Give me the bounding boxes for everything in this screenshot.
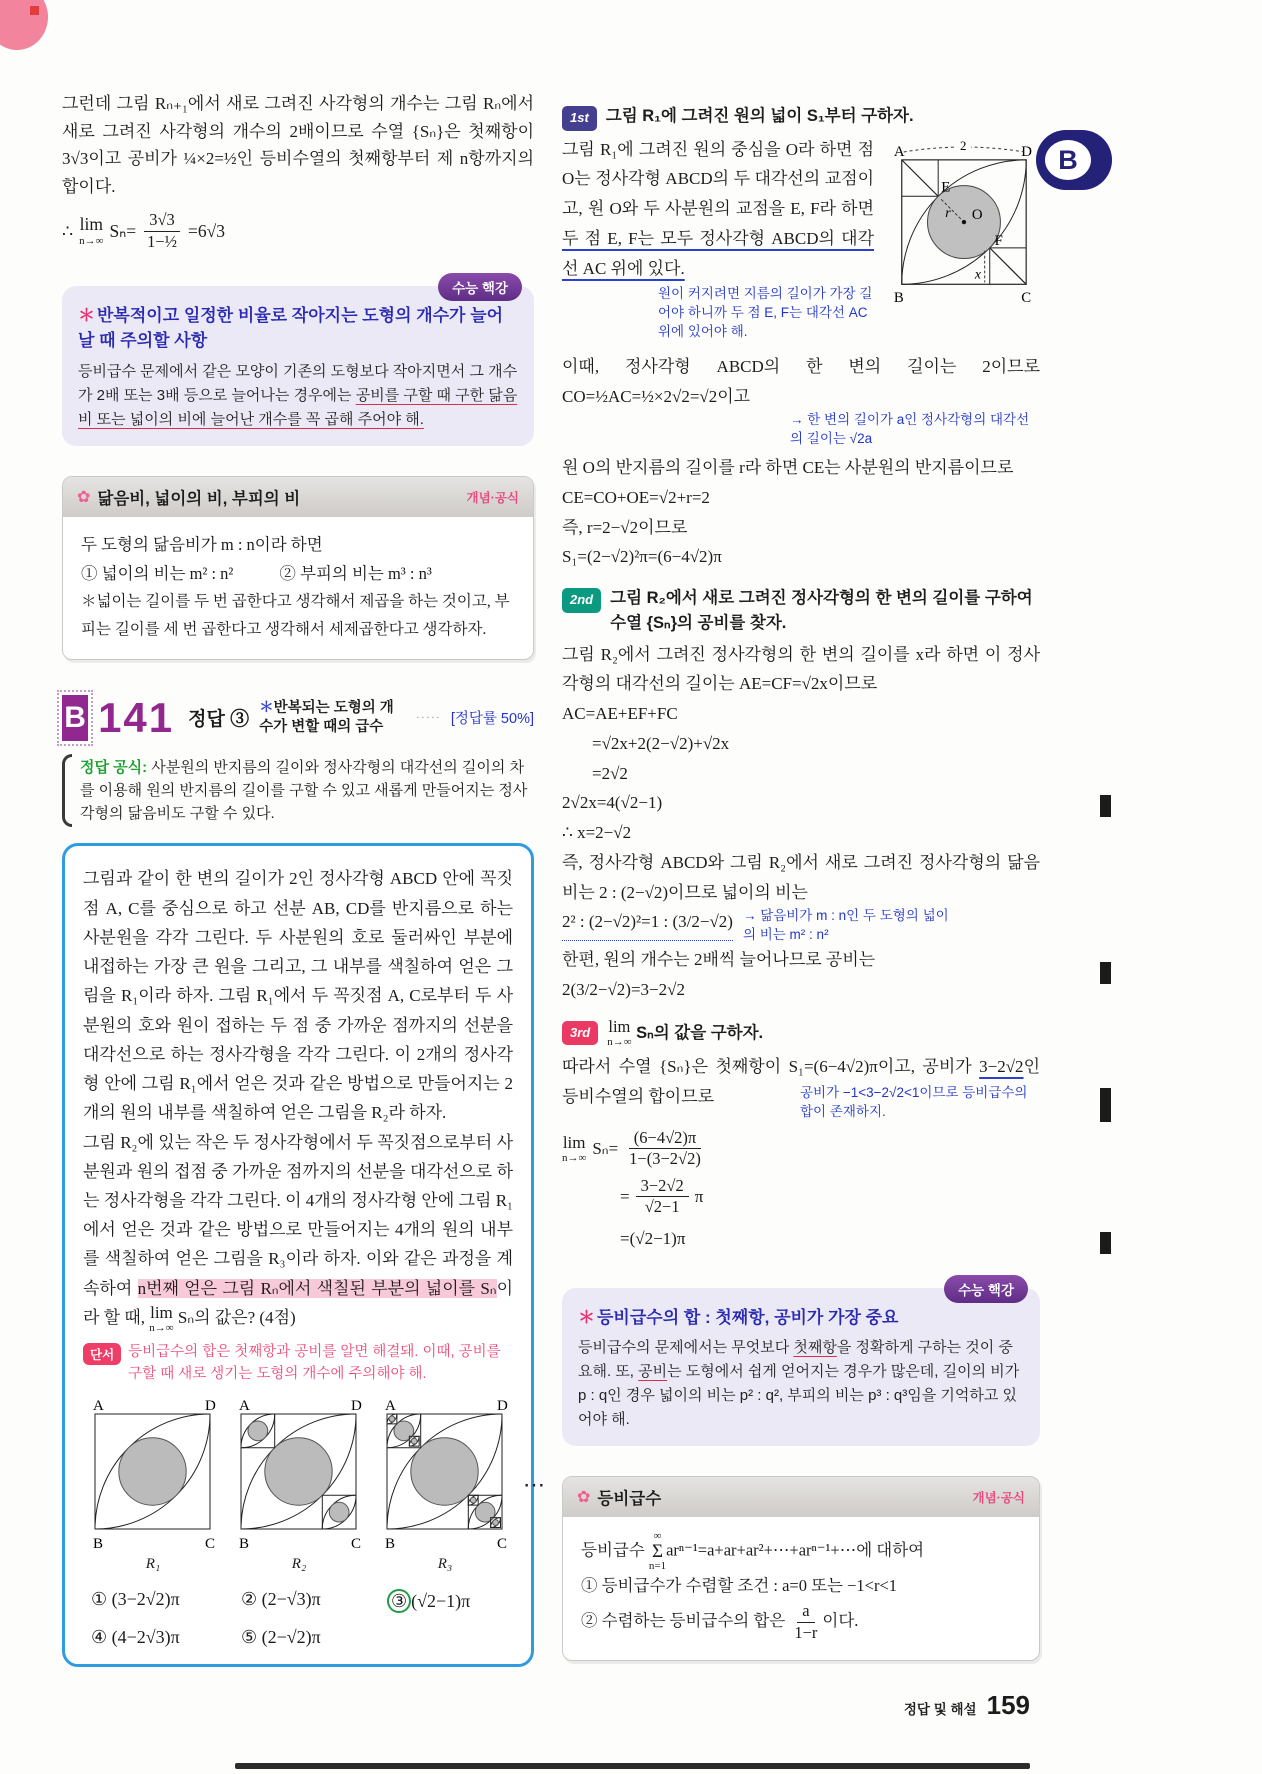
section-tab (1036, 130, 1112, 190)
svg-text:B: B (239, 1535, 250, 1550)
figure-caption: R₁ (145, 1555, 161, 1572)
formula-note-body: 사분원의 반지름의 길이와 정사각형의 대각선의 길이의 차를 이용해 원의 반지름의 길이를 구할 수 있고 새롭게 만들어지는 정사각형의 닮음비도 구할 수 있다. (80, 758, 528, 823)
carryover-paragraph: 그런데 그림 Rₙ₊₁에서 새로 그려진 사각형의 개수는 그림 Rₙ에서 새로 그려진 사각형의 개수의 2배이므로 수열 {Sₙ}은 첫째항이 3√3이고 공비가 ¼×2=½인 등비수열의 첫째항부터 제 n항까지의 합이다. (62, 94, 534, 196)
exam-key-box-2 (562, 1282, 1040, 1447)
figure-caption: R₃ (437, 1555, 453, 1572)
equation-result: =(√2−1)π (620, 1229, 686, 1249)
step-3-heading: lim n→∞ Sₙ의 값을 구하자. (607, 1016, 764, 1049)
svg-text:C: C (497, 1535, 508, 1550)
step-2-heading: 그림 R₂에서 새로 그려진 정사각형의 한 변의 길이를 구하여 수열 {Sₙ}의 공비를 찾자. (610, 589, 1033, 632)
solution-figure (882, 137, 1040, 329)
svg-text:F: F (994, 232, 1003, 249)
page-number: 159 (986, 1690, 1030, 1720)
solution-figure-drawing (882, 137, 1040, 319)
svg-text:D: D (1021, 143, 1032, 160)
page-edge-mark (1100, 1088, 1111, 1122)
exam-key-box (62, 281, 534, 445)
svg-text:E: E (941, 178, 951, 195)
step-1-line: 원 O의 반지름의 길이를 r라 하면 CE는 사분원의 반지름이므로 (562, 458, 1014, 478)
difficulty-letter: B (62, 695, 88, 741)
concept-items: ① 넓이의 비는 m² : n² ② 부피의 비는 m³ : n³ (81, 563, 432, 583)
svg-text:2: 2 (960, 138, 967, 153)
choice-1: ① (3−2√2)π (91, 1588, 180, 1609)
formula-note-label: 정답 공식: (80, 758, 148, 776)
svg-text:O: O (971, 206, 983, 223)
equation: S₁=(2−√2)²π=(6−4√2)π (562, 547, 722, 567)
asterisk-icon: ＊ (78, 306, 95, 326)
figure-r3-drawing (375, 1398, 515, 1550)
concept-box-similarity (62, 476, 534, 660)
svg-text:C: C (351, 1535, 362, 1550)
step-2-line: 즉, 정사각형 ABCD와 그림 R₂에서 새로 그려진 정사각형의 닮음비는 2 : (2−√2)이므로 넓이의 비는 (562, 852, 1040, 902)
exam-key-title: ＊ 등비급수의 합 : 첫째항, 공비가 가장 중요 (578, 1307, 899, 1327)
solution-step-1 (562, 104, 1040, 572)
concept-body (563, 1517, 1039, 1659)
svg-text:x: x (974, 265, 981, 281)
step-1-heading: 그림 R₁에 그려진 원의 넓이 S₁부터 구하자. (605, 107, 914, 125)
limit-lhs: Sₙ= (109, 220, 137, 241)
margin-note-blue: 원이 커지려면 지름의 길이가 가장 길어야 하니까 두 점 E, F는 대각선 AC 위에 있어야 해. (658, 286, 873, 340)
continuation-ellipsis: ⋯ (523, 1472, 545, 1498)
next-page-edge (235, 1763, 1030, 1769)
left-column (62, 90, 545, 1667)
limit-result: =6√3 (188, 220, 225, 241)
limit-operator: lim n→∞ (149, 1303, 174, 1335)
step-2-line: 한편, 원의 개수는 2배씩 늘어나므로 공비는 (562, 950, 876, 970)
limit-operator: lim n→∞ (607, 1016, 632, 1049)
step-2-line: 그림 R₂에서 그려진 정사각형의 한 변의 길이를 x라 하면 이 정사각형의 대각선의 길이는 AE=CF=√2x이므로 (562, 644, 1040, 694)
topic-label: ＊반복되는 도형의 개수가 변할 때의 급수 (259, 699, 394, 735)
concept-tag: 개념·공식 (972, 1491, 1025, 1506)
concept-box-series (562, 1476, 1040, 1660)
brace-decoration (62, 754, 72, 828)
flower-icon: ✿ (77, 488, 91, 506)
highlighted-question: n번째 얻은 그림 Rₙ에서 색칠된 부분의 넓이를 Sₙ (137, 1278, 497, 1298)
concept-tag: 개념·공식 (466, 490, 519, 505)
fraction: $\frac{3√3}{\text{1−½}}$ (142, 210, 182, 252)
limit-operator: lim n→∞ (562, 1132, 587, 1164)
underlined-statement: 두 점 E, F는 모두 정사각형 ABCD의 대각선 AC 위에 있다. (562, 228, 874, 278)
hint-badge: 단서 (83, 1343, 121, 1365)
svg-text:B: B (385, 1535, 396, 1550)
svg-text:C: C (1021, 289, 1032, 306)
choice-2: ② (2−√3)π (241, 1588, 321, 1609)
step-1-badge: 1st (562, 106, 597, 131)
concept-note: ＊넓이는 길이를 두 번 곱한다고 생각해서 제곱을 하는 것이고, 부피는 길이를 세 번 곱한다고 생각해서 세제곱한다고 생각하자. (81, 593, 510, 638)
choice-3-correct: ③ (√2−1)π (387, 1589, 513, 1614)
figure-caption: R₂ (291, 1555, 307, 1572)
exam-key-body: 등비급수의 문제에서는 무엇보다 첫째항을 정확하게 구하는 것이 중요해. 또, 공비는 도형에서 쉽게 얻어지는 경우가 많은데, 길이의 비가 p : q인 경우 넓이의 비는 p² : q², 부피의 비는 p³ : q³임을 기억하고 있어야 해. (578, 1339, 1020, 1429)
step-3-line: 따라서 수열 {Sₙ}은 첫째항이 S₁=(6−4√2)π이고, 공비가 3−2√2인 등비수열의 합이므로 (562, 1057, 1040, 1106)
page-edge-mark (1100, 1232, 1111, 1254)
margin-note-blue: → 닮음비가 m : n인 두 도형의 넓이의 비는 m² : n² (742, 908, 949, 943)
problem-figures (83, 1397, 545, 1573)
exam-key-badge: 수능 핵강 (944, 1275, 1028, 1303)
limit-operator: lim n→∞ (79, 214, 104, 247)
series-definition: 등비급수 ∞ Σ n=1 arⁿ⁻¹=a+ar+ar²+⋯+arⁿ⁻¹+⋯에 대하여 (581, 1530, 925, 1573)
concept-box-header (563, 1477, 1039, 1517)
step-2-badge: 2nd (562, 588, 601, 613)
figure-r2-drawing (229, 1398, 369, 1550)
fraction: $\frac{3-2√2}{√2-1}$ (636, 1176, 689, 1218)
concept-box-header (63, 477, 533, 517)
hint-row (83, 1342, 513, 1386)
equation: 2(3/2−√2)=3−2√2 (562, 979, 685, 999)
step-1-text: 그림 R₁에 그려진 원의 중심을 O라 하면 점 O는 정사각형 ABCD의 두 대각선의 교점이고, 원 O와 두 사분원의 교점을 E, F라 하면 (562, 139, 874, 218)
equation: 2² : (2−√2)²=1 : (3/2−√2) (562, 907, 733, 941)
concept-title: 등비급수 (597, 1490, 662, 1509)
figure-r1-drawing (83, 1398, 223, 1550)
equation: AC=AE+EF+FC (562, 704, 678, 724)
footer-label: 정답 및 해설 (903, 1702, 977, 1717)
svg-text:C: C (205, 1535, 216, 1550)
asterisk-icon: ＊ (259, 699, 274, 716)
svg-text:B: B (93, 1535, 104, 1550)
limit-equation (62, 210, 534, 252)
svg-text:D: D (351, 1397, 362, 1414)
concept-body (63, 517, 533, 659)
page-edge-mark (1100, 795, 1111, 817)
answer-rate: [정답률 50%] (450, 711, 534, 728)
limit-equation: lim n→∞ Sₙ= $\frac{(6-4√2)\pi}{1-(3-2√2)}$ (562, 1128, 1040, 1170)
series-sum: ② 수렴하는 등비급수의 합은 $\frac{a}{1-r}$ 이다. (581, 1601, 859, 1642)
step-3-badge: 3rd (562, 1021, 598, 1046)
margin-note-blue: → 한 변의 길이가 a인 정사각형의 대각선의 길이는 √2a (790, 412, 1030, 447)
problem-header (62, 694, 534, 742)
svg-text:D: D (497, 1397, 508, 1414)
equation: ∴ x=2−√2 (562, 823, 632, 843)
svg-text:A: A (239, 1397, 250, 1414)
therefore-symbol: ∴ (62, 220, 74, 241)
answer-label: 정답 ③ (188, 709, 250, 731)
page-edge-mark (1100, 962, 1111, 984)
equation: CE=CO+OE=√2+r=2 (562, 487, 710, 507)
section-tab-letter: B (1045, 140, 1091, 180)
figure-r2 (229, 1398, 369, 1573)
step-1-line: 즉, r=2−√2이므로 (562, 517, 688, 537)
problem-number: 141 (98, 693, 175, 741)
fraction: $\frac{a}{1-r}$ (794, 1601, 818, 1642)
svg-text:A: A (93, 1397, 104, 1414)
step-1-line: 이때, 정사각형 ABCD의 한 변의 길이는 2이므로 CO=½AC=½×2√2=√2이고 (562, 356, 1040, 406)
choice-4: ④ (4−2√3)π (91, 1627, 180, 1648)
dotted-leader: ····· (415, 710, 441, 725)
page-corner-decoration (0, 0, 48, 50)
hint-text: 등비급수의 합은 첫째항과 공비를 알면 해결돼. 이때, 공비를 구할 때 새로 생기는 도형의 개수에 주의해야 해. (128, 1344, 501, 1382)
asterisk-icon: ＊ (578, 1307, 595, 1327)
solution-step-3 (562, 1016, 1040, 1254)
sigma-operator: ∞ Σ n=1 (648, 1530, 667, 1573)
correct-answer-circle: ③ (387, 1589, 411, 1614)
svg-text:A: A (385, 1397, 396, 1414)
answer-formula-note (62, 754, 534, 828)
flower-icon: ✿ (577, 1489, 591, 1507)
svg-text:A: A (893, 143, 905, 160)
svg-text:B: B (893, 289, 904, 306)
equation: =√2x+2(2−√2)+√2x (592, 733, 730, 753)
page-corner-dot (30, 6, 39, 15)
problem-paragraph-1: 그림과 같이 한 변의 길이가 2인 정사각형 ABCD 안에 꼭짓점 A, C를 중심으로 하고 선분 AB, CD를 반지름으로 하는 사분원을 각각 그린다. 두 사분원의 호로 둘러싸인 부분에 내접하는 가장 큰 원을 그리고, 그 내부를 색칠하여 얻은 그림을 R₁이라 하자. 그림 R₁에서 두 꼭짓점 A, C로부터 두 사분원의 호와 원이 접하는 두 점 중 가까운 점까지의 선분을 대각선으로 하는 정사각형을 각각 그린다. 이 2개의 정사각형 안에 그림 R₁에서 얻은 것과 같은 방법으로 만들어지는 2개의 원의 내부를 색칠하여 얻은 그림을 R₂라 하자. (83, 869, 513, 1123)
equation: =2√2 (592, 763, 628, 783)
margin-note-blue: 공비가 −1<3−2√2<1이므로 등비급수의 합이 존재하지. (800, 1084, 1028, 1119)
svg-text:r: r (945, 204, 951, 220)
equation-step: = $\frac{3-2√2}{√2-1}$ π (620, 1175, 704, 1217)
right-column (562, 90, 1040, 1661)
figure-r3 (375, 1398, 515, 1573)
figure-r1 (83, 1398, 223, 1573)
exam-key-body: 등비급수 문제에서 같은 모양이 기존의 도형보다 작아지면서 그 개수가 2배 또는 3배 등으로 늘어나는 경우에는 공비를 구할 때 구한 닮음비 또는 넓이의 비에 늘어난 개수를 꼭 곱해 주어야 해. (78, 362, 518, 428)
concept-line: 두 도형의 닮음비가 m : n이라 하면 (81, 534, 323, 554)
concept-title: 닮음비, 넓이의 비, 부피의 비 (97, 489, 301, 508)
exam-key-title: ＊ 반복적이고 일정한 비율로 작아지는 도형의 개수가 늘어날 때 주의할 사항 (78, 306, 504, 351)
fraction: $\frac{(6-4√2)\pi}{1-(3-2√2)}$ (629, 1127, 701, 1169)
choice-5: ⑤ (2−√2)π (241, 1627, 321, 1648)
exam-key-badge: 수능 핵강 (438, 273, 522, 301)
problem-box (62, 843, 545, 1667)
solution-step-2 (562, 586, 1040, 1005)
problem-paragraph-2: 그림 R₂에 있는 작은 두 정사각형에서 두 꼭짓점으로부터 사분원과 원의 접점 중 가까운 점까지의 선분을 대각선으로 하는 정사각형을 각각 그린다. 이 4개의 정사각형 안에 그림 R₁에서 얻은 것과 같은 방법으로 만들어지는 4개의 원의 내부를 색칠하여 얻은 그림을 R₃이라 하자. 이와 같은 과정을 계속하여 n번째 얻은 그림 Rₙ에서 색칠된 부분의 넓이를 Sₙ이라 할 때, lim n→∞ Sₙ의 값은? (4점) (83, 1132, 513, 1335)
svg-text:D: D (205, 1397, 216, 1414)
equation: 2√2x=4(√2−1) (562, 793, 663, 813)
series-condition: ① 등비급수가 수렴할 조건 : a=0 또는 −1<r<1 (581, 1576, 898, 1596)
page-footer (904, 1690, 1030, 1721)
answer-choices (83, 1589, 513, 1649)
